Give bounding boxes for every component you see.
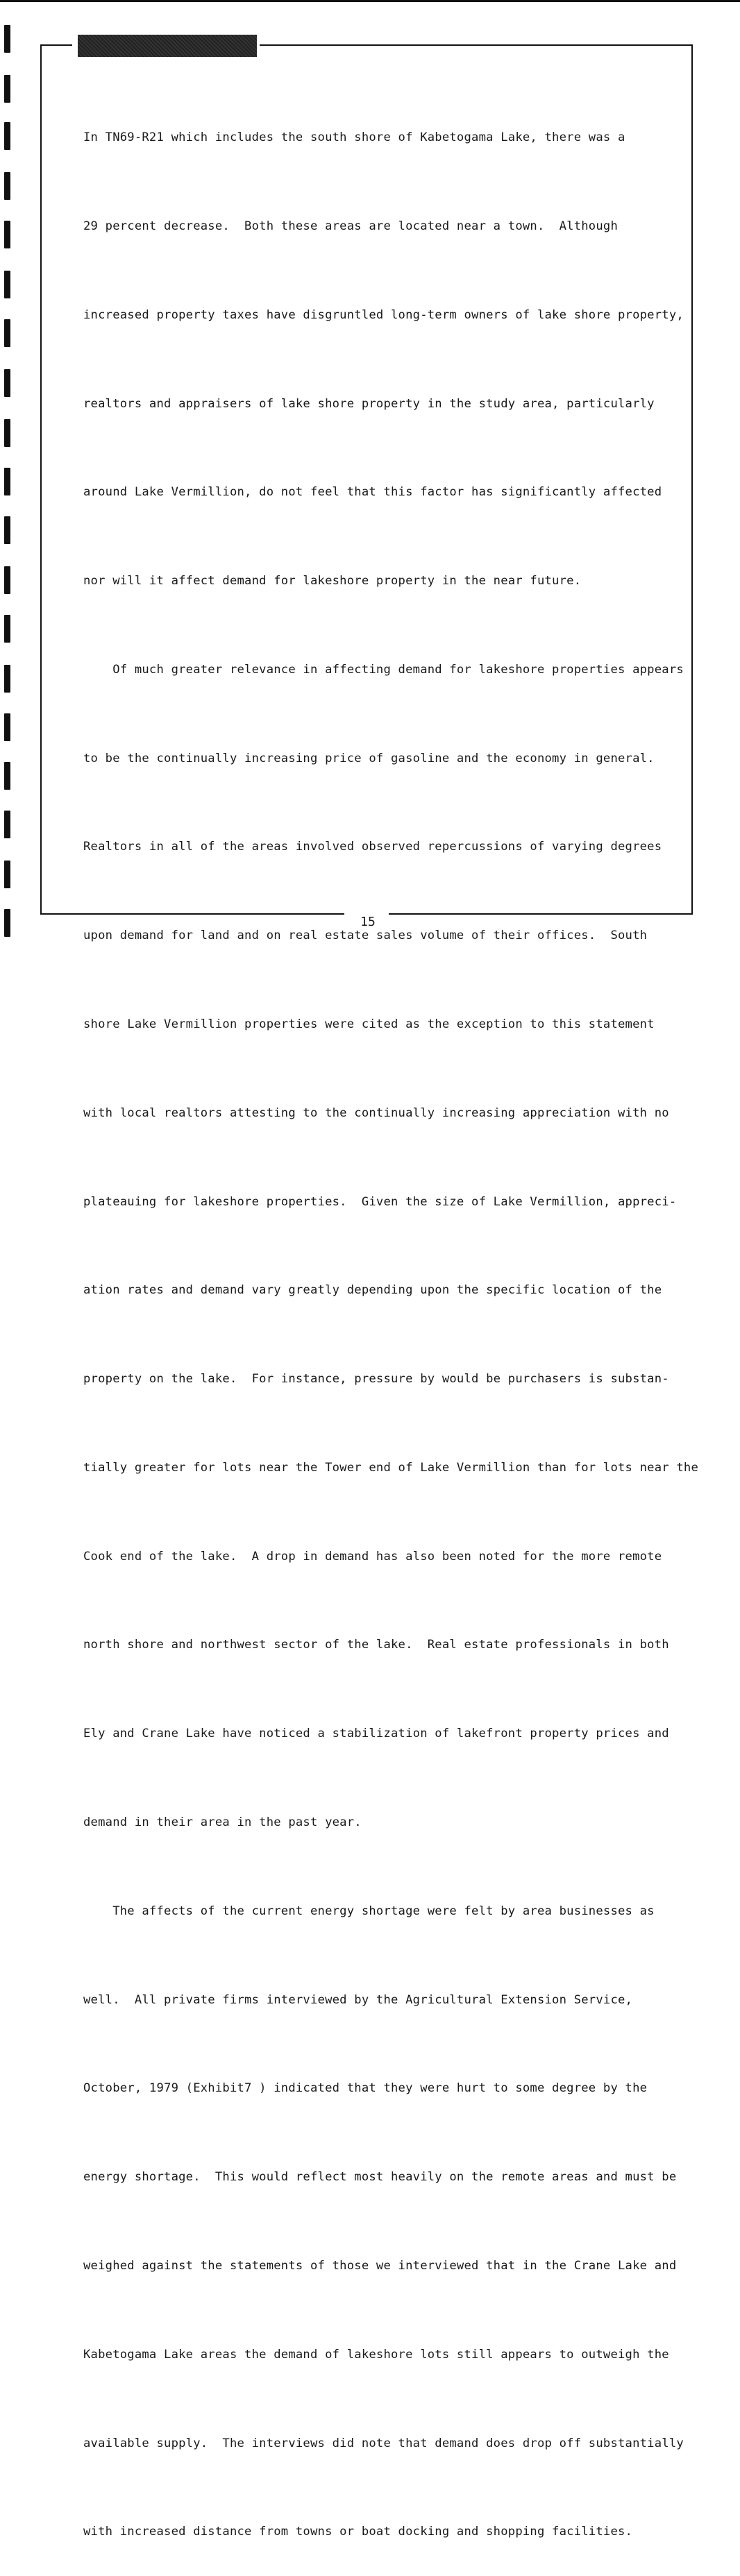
text-line: The affects of the current energy shortage were felt by area businesses as (83, 1904, 655, 1918)
redacted-header-fill (78, 35, 257, 57)
page-number: 15 (360, 915, 376, 929)
text-line: upon demand for land and on real estate sales volume of their offices. South (83, 929, 648, 943)
text-line: Kabetogama Lake areas the demand of lakeshore lots still appears to outweigh the (83, 2347, 669, 2362)
text-line: increased property taxes have disgruntled long-term owners of lake shore property, (83, 307, 684, 322)
text-line: October, 1979 (Exhibit7 ) indicated that they were hurt to some degree by the (83, 2081, 648, 2096)
binder-hole-mark (4, 369, 10, 397)
binder-hole-mark (4, 172, 10, 200)
binder-hole-mark (4, 75, 10, 103)
text-line: with increased distance from towns or boat docking and shopping facilities. (83, 2525, 633, 2539)
binder-hole-mark (4, 762, 10, 790)
text-line: plateauing for lakeshore properties. Given the size of Lake Vermillion, appreci- (83, 1194, 677, 1209)
binder-margin (0, 0, 14, 958)
text-line: tially greater for lots near the Tower end of Lake Vermillion than for lots near the (83, 1460, 699, 1475)
binder-hole-mark (4, 271, 10, 298)
binder-hole-mark (4, 419, 10, 447)
text-line: well. All private firms interviewed by the Agricultural Extension Service, (83, 1992, 633, 2007)
text-line: weighed against the statements of those we interviewed that in the Crane Lake and (83, 2258, 677, 2273)
text-line: demand in their area in the past year. (83, 1815, 362, 1830)
binder-hole-mark (4, 566, 10, 594)
top-rule (0, 0, 740, 2)
text-line: north shore and northwest sector of the lake. Real estate professionals in both (83, 1638, 669, 1652)
binder-hole-mark (4, 811, 10, 838)
text-line: realtors and appraisers of lake shore property in the study area, particularly (83, 396, 655, 411)
text-line: available supply. The interviews did note that demand does drop off substantially (83, 2436, 684, 2450)
binder-hole-mark (4, 25, 10, 53)
text-line: around Lake Vermillion, do not feel that this factor has significantly affected (83, 485, 662, 500)
binder-hole-mark (4, 122, 10, 150)
binder-hole-mark (4, 909, 10, 937)
binder-hole-mark (4, 468, 10, 495)
text-line: with local realtors attesting to the continually increasing appreciation with no (83, 1105, 669, 1120)
binder-hole-mark (4, 713, 10, 741)
text-line: to be the continually increasing price of gasoline and the economy in general. (83, 751, 655, 765)
text-line: In TN69-R21 which includes the south shore of Kabetogama Lake, there was a (83, 130, 625, 145)
text-line: energy shortage. This would reflect most heavily on the remote areas and must be (83, 2170, 677, 2185)
redacted-header-bar (72, 35, 260, 57)
text-line: Cook end of the lake. A drop in demand has also been noted for the more remote (83, 1549, 662, 1564)
binder-hole-mark (4, 516, 10, 544)
text-line: ation rates and demand vary greatly depending upon the specific location of the (83, 1283, 662, 1298)
text-line: property on the lake. For instance, pressure by would be purchasers is substan- (83, 1372, 669, 1387)
text-line: Realtors in all of the areas involved observed repercussions of varying degrees (83, 840, 662, 854)
binder-hole-mark (4, 665, 10, 693)
text-line: 29 percent decrease. Both these areas are located near a town. Although (83, 219, 618, 233)
binder-hole-mark (4, 221, 10, 248)
body-text (83, 64, 699, 2576)
text-line: Of much greater relevance in affecting demand for lakeshore properties appears (83, 662, 684, 677)
text-line: shore Lake Vermillion properties were cited as the exception to this statement (83, 1017, 655, 1031)
text-line: Ely and Crane Lake have noticed a stabilization of lakefront property prices and (83, 1727, 669, 1741)
binder-hole-mark (4, 861, 10, 888)
text-line: nor will it affect demand for lakeshore property in the near future. (83, 574, 582, 588)
binder-hole-mark (4, 319, 10, 347)
binder-hole-mark (4, 615, 10, 643)
